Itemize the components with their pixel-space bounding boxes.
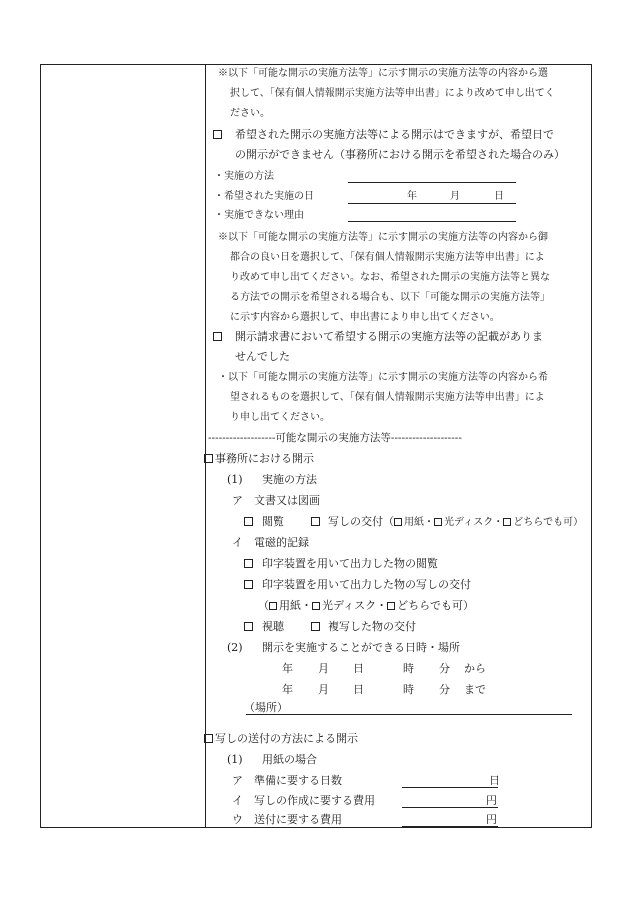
either-checkbox[interactable] [503,518,511,526]
row2-day: 日 [353,683,364,696]
print-view-checkbox[interactable] [244,556,257,572]
note-3-line-1: ・以下「可能な開示の実施方法等」に示す開示の実施方法等の内容から希 [218,372,548,383]
field-reason-line[interactable] [348,221,516,222]
field-date-label: ・希望された実施の日 [214,191,314,202]
row1-year: 年 [282,662,293,675]
listen-label: 視聴 [262,620,284,633]
option-3-line-2: せんでした [235,350,290,363]
row1-minute: 分 [439,662,450,675]
i-label: イ 電磁的記録 [232,536,309,549]
either2-checkbox[interactable] [387,602,395,610]
row1-day: 日 [353,662,364,675]
dup-copy-label: 複写した物の交付 [328,620,416,633]
note-3-line-3: り申し出てください。 [230,412,330,423]
option-3-checkbox[interactable] [213,329,226,345]
copy-delivery-checkbox[interactable] [311,514,324,530]
office-checkbox[interactable] [204,451,213,467]
mail-label: 写しの送付の方法による開示 [215,732,358,745]
s2-title: 開示を実施することができる日時・場所 [262,641,460,654]
copy-delivery-label: 写しの交付（ 用紙・ 光ディスク・ どちらでも可） [328,515,584,528]
column-divider [205,65,206,827]
copy-cost-line[interactable] [402,807,498,808]
paper-checkbox[interactable] [394,518,402,526]
row1-hour: 時 [403,662,414,675]
note-1-line-3: ださい。 [230,108,270,119]
view-label: 閲覧 [262,515,284,528]
m1-number: (1) [227,753,243,766]
send-cost-label: ウ 送付に要する費用 [232,813,342,826]
s1-title: 実施の方法 [262,473,317,486]
place-line[interactable] [246,714,572,715]
row2-year: 年 [282,683,293,696]
option-3-line-1: 開示請求書において希望する開示の実施方法等の記載がありま [235,330,543,343]
dup-copy-checkbox[interactable] [311,619,324,635]
print-view-label: 印字装置を用いて出力した物の閲覧 [262,557,438,570]
row2-until: まで [464,683,486,696]
print-copy-label: 印字装置を用いて出力した物の写しの交付 [262,578,471,591]
send-cost-unit: 円 [486,813,497,826]
office-label: 事務所における開示 [215,452,314,465]
row2-month: 月 [318,683,329,696]
prep-days-unit: 日 [489,774,500,787]
note-2-line-2: 都合の良い日を選択して、「保有個人情報開示実施方法等申出書」によ [230,252,545,263]
a-label: ア 文書又は図画 [232,494,320,507]
field-date-month: 月 [450,191,460,202]
s2-number: (2) [227,641,243,654]
paper2-checkbox[interactable] [269,602,277,610]
note-2-line-4: る方法での開示を希望される場合も、以下「可能な開示の実施方法等」 [230,292,550,303]
place-label: （場所） [244,701,288,714]
section-header: -------------------可能な開示の実施方法等-------------------- [208,432,462,444]
row2-minute: 分 [439,683,450,696]
note-3-line-2: 望されるものを選択して、「保有個人情報開示実施方法等申出書」によ [230,392,545,403]
option-2-checkbox[interactable] [213,127,226,143]
listen-checkbox[interactable] [244,619,257,635]
view-checkbox[interactable] [244,514,257,530]
option-2-line-1: 希望された開示の実施方法等による開示はできますが、希望日で [235,128,554,141]
copy-cost-unit: 円 [486,794,497,807]
option-2-line-2: の開示ができません（事務所における開示を希望された場合のみ） [235,148,565,161]
mail-checkbox[interactable] [204,731,213,747]
note-1-line-2: 択して、「保有個人情報開示実施方法等申出書」により改めて申し出てく [230,88,555,99]
optical2-checkbox[interactable] [312,602,320,610]
note-2-line-3: り改めて申し出てください。なお、希望された開示の実施方法等と異な [230,272,550,283]
send-cost-line[interactable] [402,826,498,827]
field-date-day: 日 [494,191,504,202]
optical-checkbox[interactable] [434,518,442,526]
field-method-label: ・実施の方法 [214,171,274,182]
field-date-year: 年 [407,191,417,202]
note-2-line-5: に示す内容から選択して、申出書により申し出てください。 [230,312,500,323]
row1-month: 月 [318,662,329,675]
prep-days-line[interactable] [402,787,498,788]
print-copy-media: （ 用紙・ 光ディスク・ どちらでも可） [258,599,475,612]
note-2-line-1: ※以下「可能な開示の実施方法等」に示す開示の実施方法等の内容から御 [218,232,548,243]
field-method-line[interactable] [348,182,516,183]
s1-number: (1) [227,473,243,486]
field-date-line[interactable] [348,203,516,204]
row2-hour: 時 [403,683,414,696]
field-reason-label: ・実施できない理由 [214,210,304,221]
row1-from: から [464,662,486,675]
m1-title: 用紙の場合 [262,753,317,766]
copy-cost-label: イ 写しの作成に要する費用 [232,794,375,807]
print-copy-checkbox[interactable] [244,577,257,593]
prep-days-label: ア 準備に要する日数 [232,774,342,787]
note-1-line-1: ※以下「可能な開示の実施方法等」に示す開示の実施方法等の内容から選 [218,68,548,79]
